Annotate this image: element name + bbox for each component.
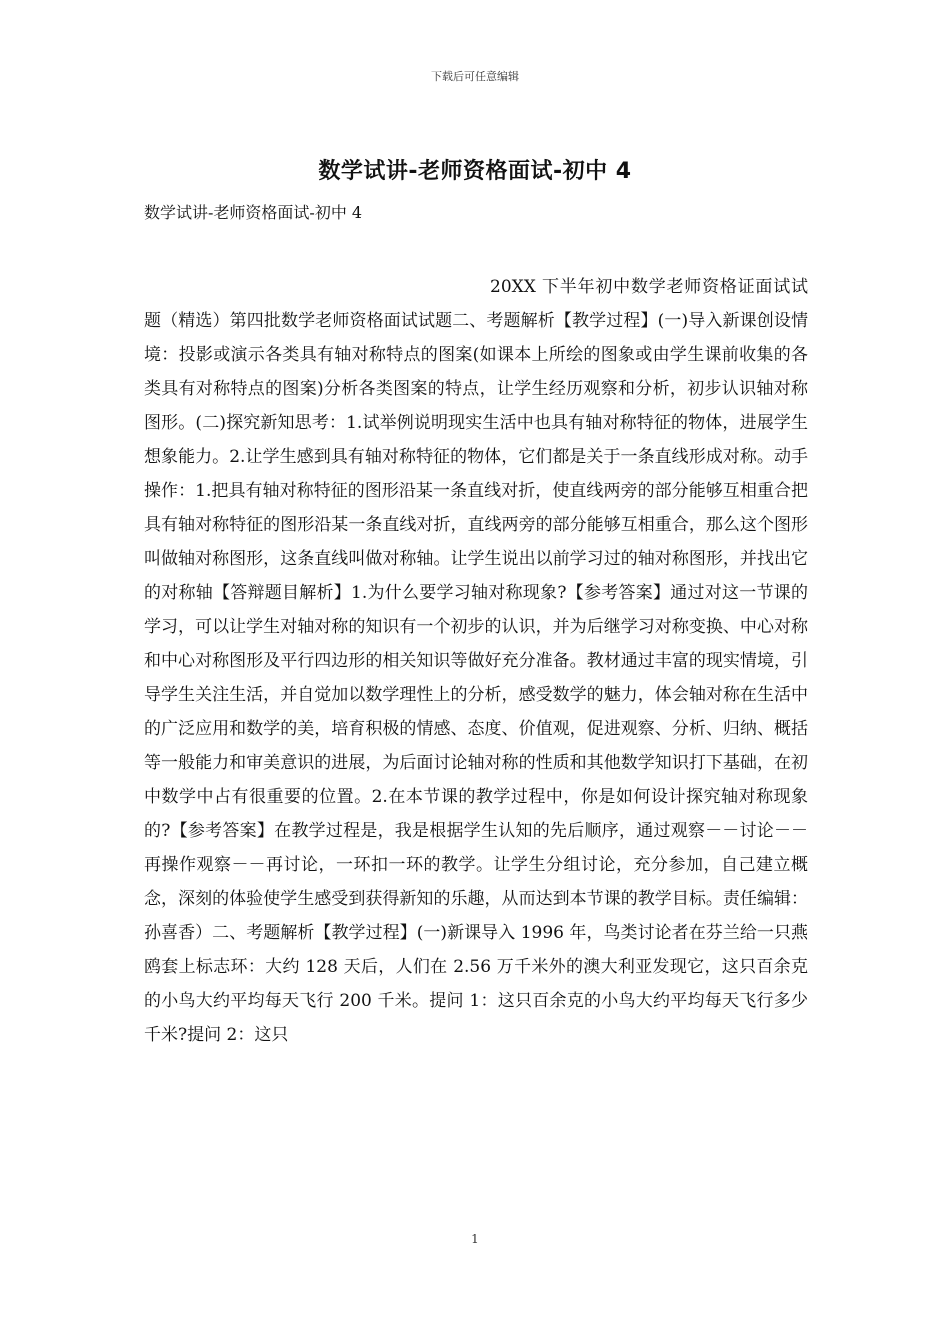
document-body: 20XX 下半年初中数学老师资格证面试试题（精选）第四批数学老师资格面试试题二、考题解析【教学过程】(一)导入新课创设情境：投影或演示各类具有轴对称特点的图案(如课本上所绘的图象或由学生课前收集的各类具有对称特点的图案)分析各类图案的特点，让学生经历观察和分析，初步认识轴对称图形。(二)探究新知思考：1.试举例说明现实生活中也具有轴对称特征的物体，进展学生想象能力。2.让学生感到具有轴对称特征的物体，它们都是关于一条直线形成对称。动手操作：1.把具有轴对称特征的图形沿某一条直线对折，使直线两旁的部分能够互相重合把具有轴对称特征的图形沿某一条直线对折，直线两旁的部分能够互相重合，那么这个图形叫做轴对称图形，这条直线叫做对称轴。让学生说出以前学习过的轴对称图形，并找出它的对称轴【答辩题目解析】1.为什么要学习轴对称现象?【参考答案】通过对这一节课的学习，可以让学生对轴对称的知识有一个初步的认识，并为后继学习对称变换、中心对称和中心对称图形及平行四边形的相关知识等做好充分准备。教材通过丰富的现实情境，引导学生关注生活，并自觉加以数学理性上的分析，感受数学的魅力，体会轴对称在生活中的广泛应用和数学的美，培育积极的情感、态度、价值观，促进观察、分析、归纳、概括等一般能力和审美意识的进展，为后面讨论轴对称的性质和其他数学知识打下基础，在初中数学中占有很重要的位置。2.在本节课的教学过程中，你是如何设计探究轴对称现象的?【参考答案】在教学过程是，我是根据学生认知的先后顺序，通过观察－－讨论－－再操作观察－－再讨论，一环扣一环的教学。让学生分组讨论，充分参加，自己建立概念，深刻的体验使学生感受到获得新知的乐趣，从而达到本节课的教学目标。责任编辑：孙喜香）二、考题解析【教学过程】(一)新课导入 1996 年，鸟类讨论者在芬兰给一只燕鸥套上标志环：大约 128 天后，人们在 2.56 万千米外的澳大利亚发现它，这只百余克的小鸟大约平均每天飞行 200 千米。提问 1：这只百余克的小鸟大约平均每天飞行多少千米?提问 2：这只 xyxy=(144,277,808,1045)
header-note: 下载后可任意编辑 xyxy=(431,70,519,83)
page-number: 1 xyxy=(471,1232,479,1246)
document-subtitle: 数学试讲-老师资格面试-初中 4 xyxy=(144,203,363,222)
document-title: 数学试讲-老师资格面试-初中 4 xyxy=(318,159,632,184)
